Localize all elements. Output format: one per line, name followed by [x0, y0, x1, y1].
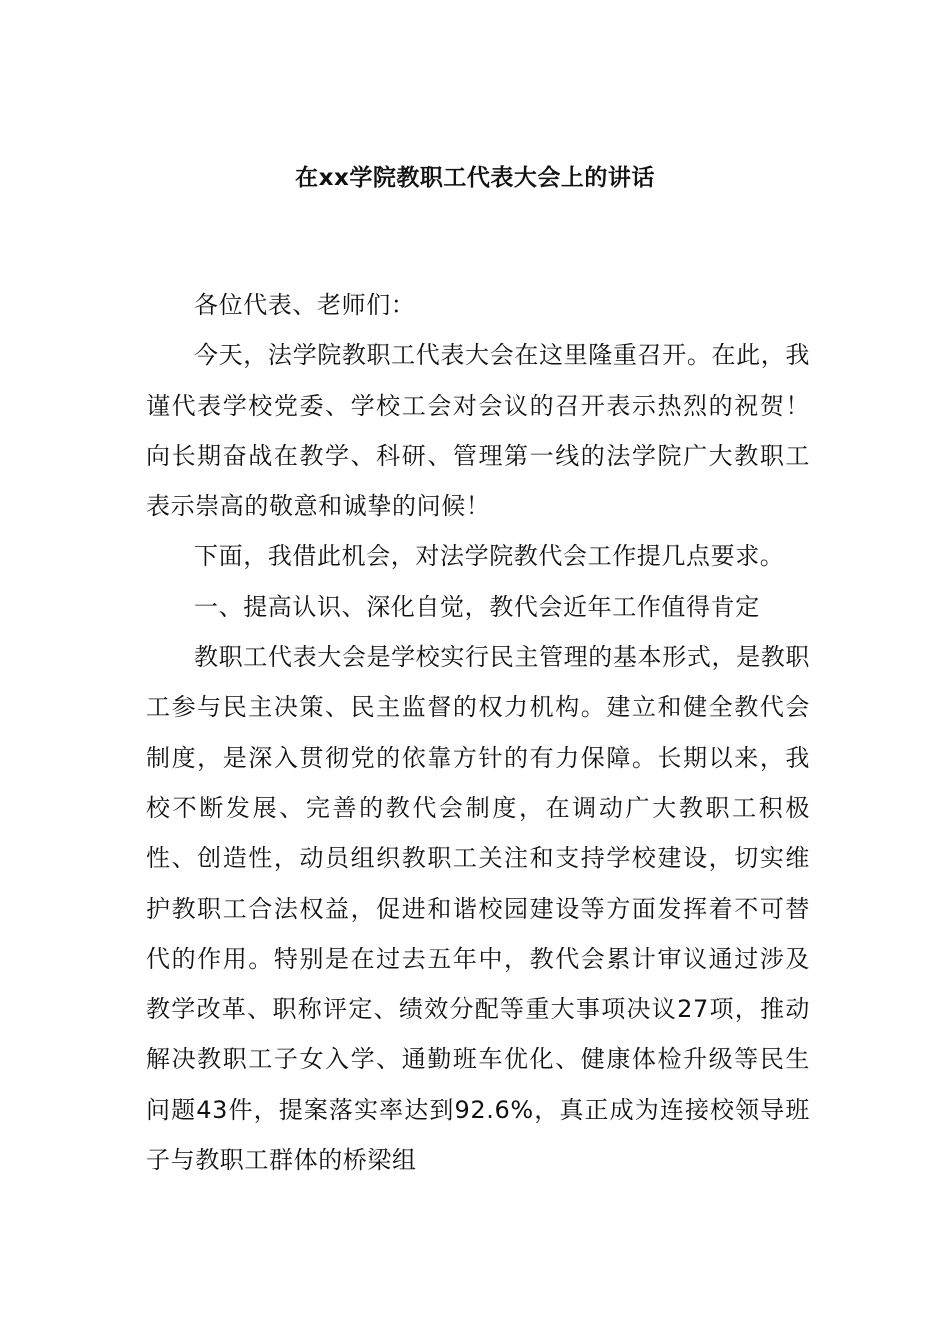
paragraph-opening: 今天，法学院教职工代表大会在这里隆重召开。在此，我谨代表学校党委、学校工会对会议的召开表示热烈的祝贺！向长期奋战在教学、科研、管理第一线的法学院广大教职工表示崇高的敬意和诚挚的问候！ — [146, 341, 810, 521]
document-title: 在xx学院教职工代表大会上的讲话 — [295, 165, 655, 191]
paragraph-transition: 下面，我借此机会，对法学院教代会工作提几点要求。 — [194, 542, 785, 571]
document-body — [146, 280, 810, 1185]
section-heading-1: 一、提高认识、深化自觉，教代会近年工作值得肯定 — [194, 592, 760, 621]
paragraph-section-1: 教职工代表大会是学校实行民主管理的基本形式，是教职工参与民主决策、民主监督的权力机构。建立和健全教代会制度，是深入贯彻党的依靠方针的有力保障。长期以来，我校不断发展、完善的教代会制度，在调动广大教职工积极性、创造性，动员组织教职工关注和支持学校建设，切实维护教职工合法权益，促进和谐校园建设等方面发挥着不可替代的作用。特别是在过去五年中，教代会累计审议通过涉及教学改革、职称评定、绩效分配等重大事项决议27项，推动解决教职工子女入学、通勤班车优化、健康体检升级等民生问题43件，提案落实率达到92.6%，真正成为连接校领导班子与教职工群体的桥梁组 — [146, 643, 810, 1175]
paragraph-salutation: 各位代表、老师们： — [194, 291, 416, 319]
